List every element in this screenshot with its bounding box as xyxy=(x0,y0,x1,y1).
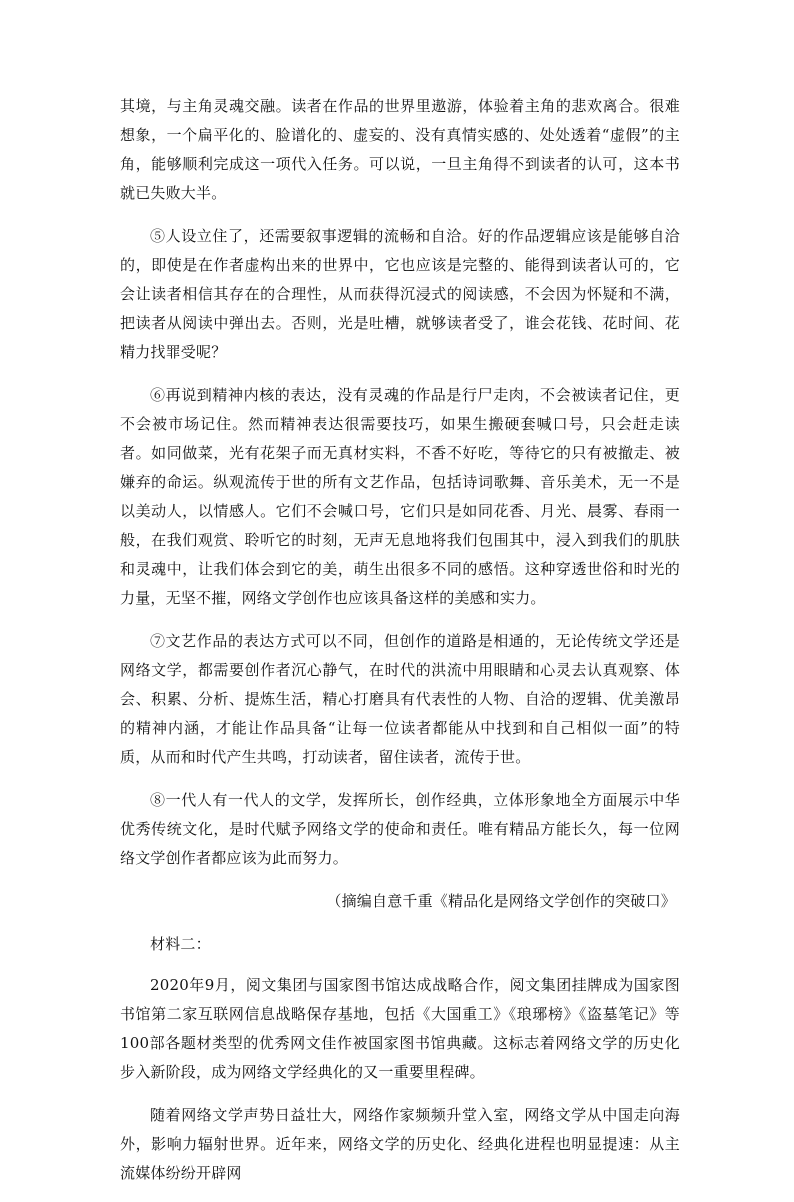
material-two-title: 材料二： xyxy=(150,935,211,953)
paragraph-5: ⑤人设立住了，还需要叙事逻辑的流畅和自洽。好的作品逻辑应该是能够自洽的，即使是在作者虚构出来的世界中，它也应该是完整的、能得到读者认可的，它会让读者相信其存在的合理性，从而获得沉浸式的阅读感，不会因为怀疑和不满，把读者从阅读中弹出去。否则，光是吐槽，就够读者受了，谁会花钱、花时间、花精力找罪受呢？ xyxy=(120,227,680,361)
paragraph-8: ⑧一代人有一代人的文学，发挥所长，创作经典，立体形象地全方面展示中华优秀传统文化，是时代赋予网络文学的使命和责任。唯有精品方能长久，每一位网络文学创作者都应该为此而努力。 xyxy=(120,791,680,867)
paragraph-6: ⑥再说到精神内核的表达，没有灵魂的作品是行尸走肉，不会被读者记住，更不会被市场记住。然而精神表达很需要技巧，如果生搬硬套喊口号，只会赶走读者。如同做菜，光有花架子而无真材实料，不香不好吃，等待它的只有被撤走、被嫌弃的命运。纵观流传于世的所有文艺作品，包括诗词歌舞、音乐美术，无一不是以美动人，以情感人。它们不会喊口号，它们只是如同花香、月光、晨雾、春雨一般，在我们观赏、聆听它的时刻，无声无息地将我们包围其中，浸入到我们的肌肤和灵魂中，让我们体会到它的美，萌生出很多不同的感悟。这种穿透世俗和时光的力量，无坚不摧，网络文学创作也应该具备这样的美感和实力。 xyxy=(120,386,680,607)
material-two-paragraph-1: 2020年9月，阅文集团与国家图书馆达成战略合作，阅文集团挂牌成为国家图书馆第二家互联网信息战略保存基地，包括《大国重工》《琅琊榜》《盗墓笔记》等100部各题材类型的优秀网文佳作被国家图书馆典藏。这标志着网络文学的历史化步入新阶段，成为网络文学经典化的又一重要里程碑。 xyxy=(120,976,680,1081)
paragraph-7: ⑦文艺作品的表达方式可以不同，但创作的道路是相通的，无论传统文学还是网络文学，都需要创作者沉心静气，在时代的洪流中用眼睛和心灵去认真观察、体会、积累、分析、提炼生活，精心打磨具有代表性的人物、自洽的逻辑、优美激昂的精神内涵，才能让作品具备“让每一位读者都能从中找到和自己相似一面”的特质，从而和时代产生共鸣，打动读者，留住读者，流传于世。 xyxy=(120,632,680,766)
material-two-paragraph-2: 随着网络文学声势日益壮大，网络作家频频升堂入室，网络文学从中国走向海外，影响力辐射世界。近年来，网络文学的历史化、经典化进程也明显提速：从主流媒体纷纷开辟网 xyxy=(120,1106,680,1182)
source-citation: （摘编自意千重《精品化是网络文学创作的突破口》 xyxy=(326,892,676,910)
paragraph-continued: 其境，与主角灵魂交融。读者在作品的世界里遨游，体验着主角的悲欢离合。很难想象，一个扁平化的、脸谱化的、虚妄的、没有真情实感的、处处透着“虚假”的主角，能够顺利完成这一项代入任务。可以说，一旦主角得不到读者的认可，这本书就已失败大半。 xyxy=(120,97,680,202)
article-content xyxy=(120,92,680,1202)
